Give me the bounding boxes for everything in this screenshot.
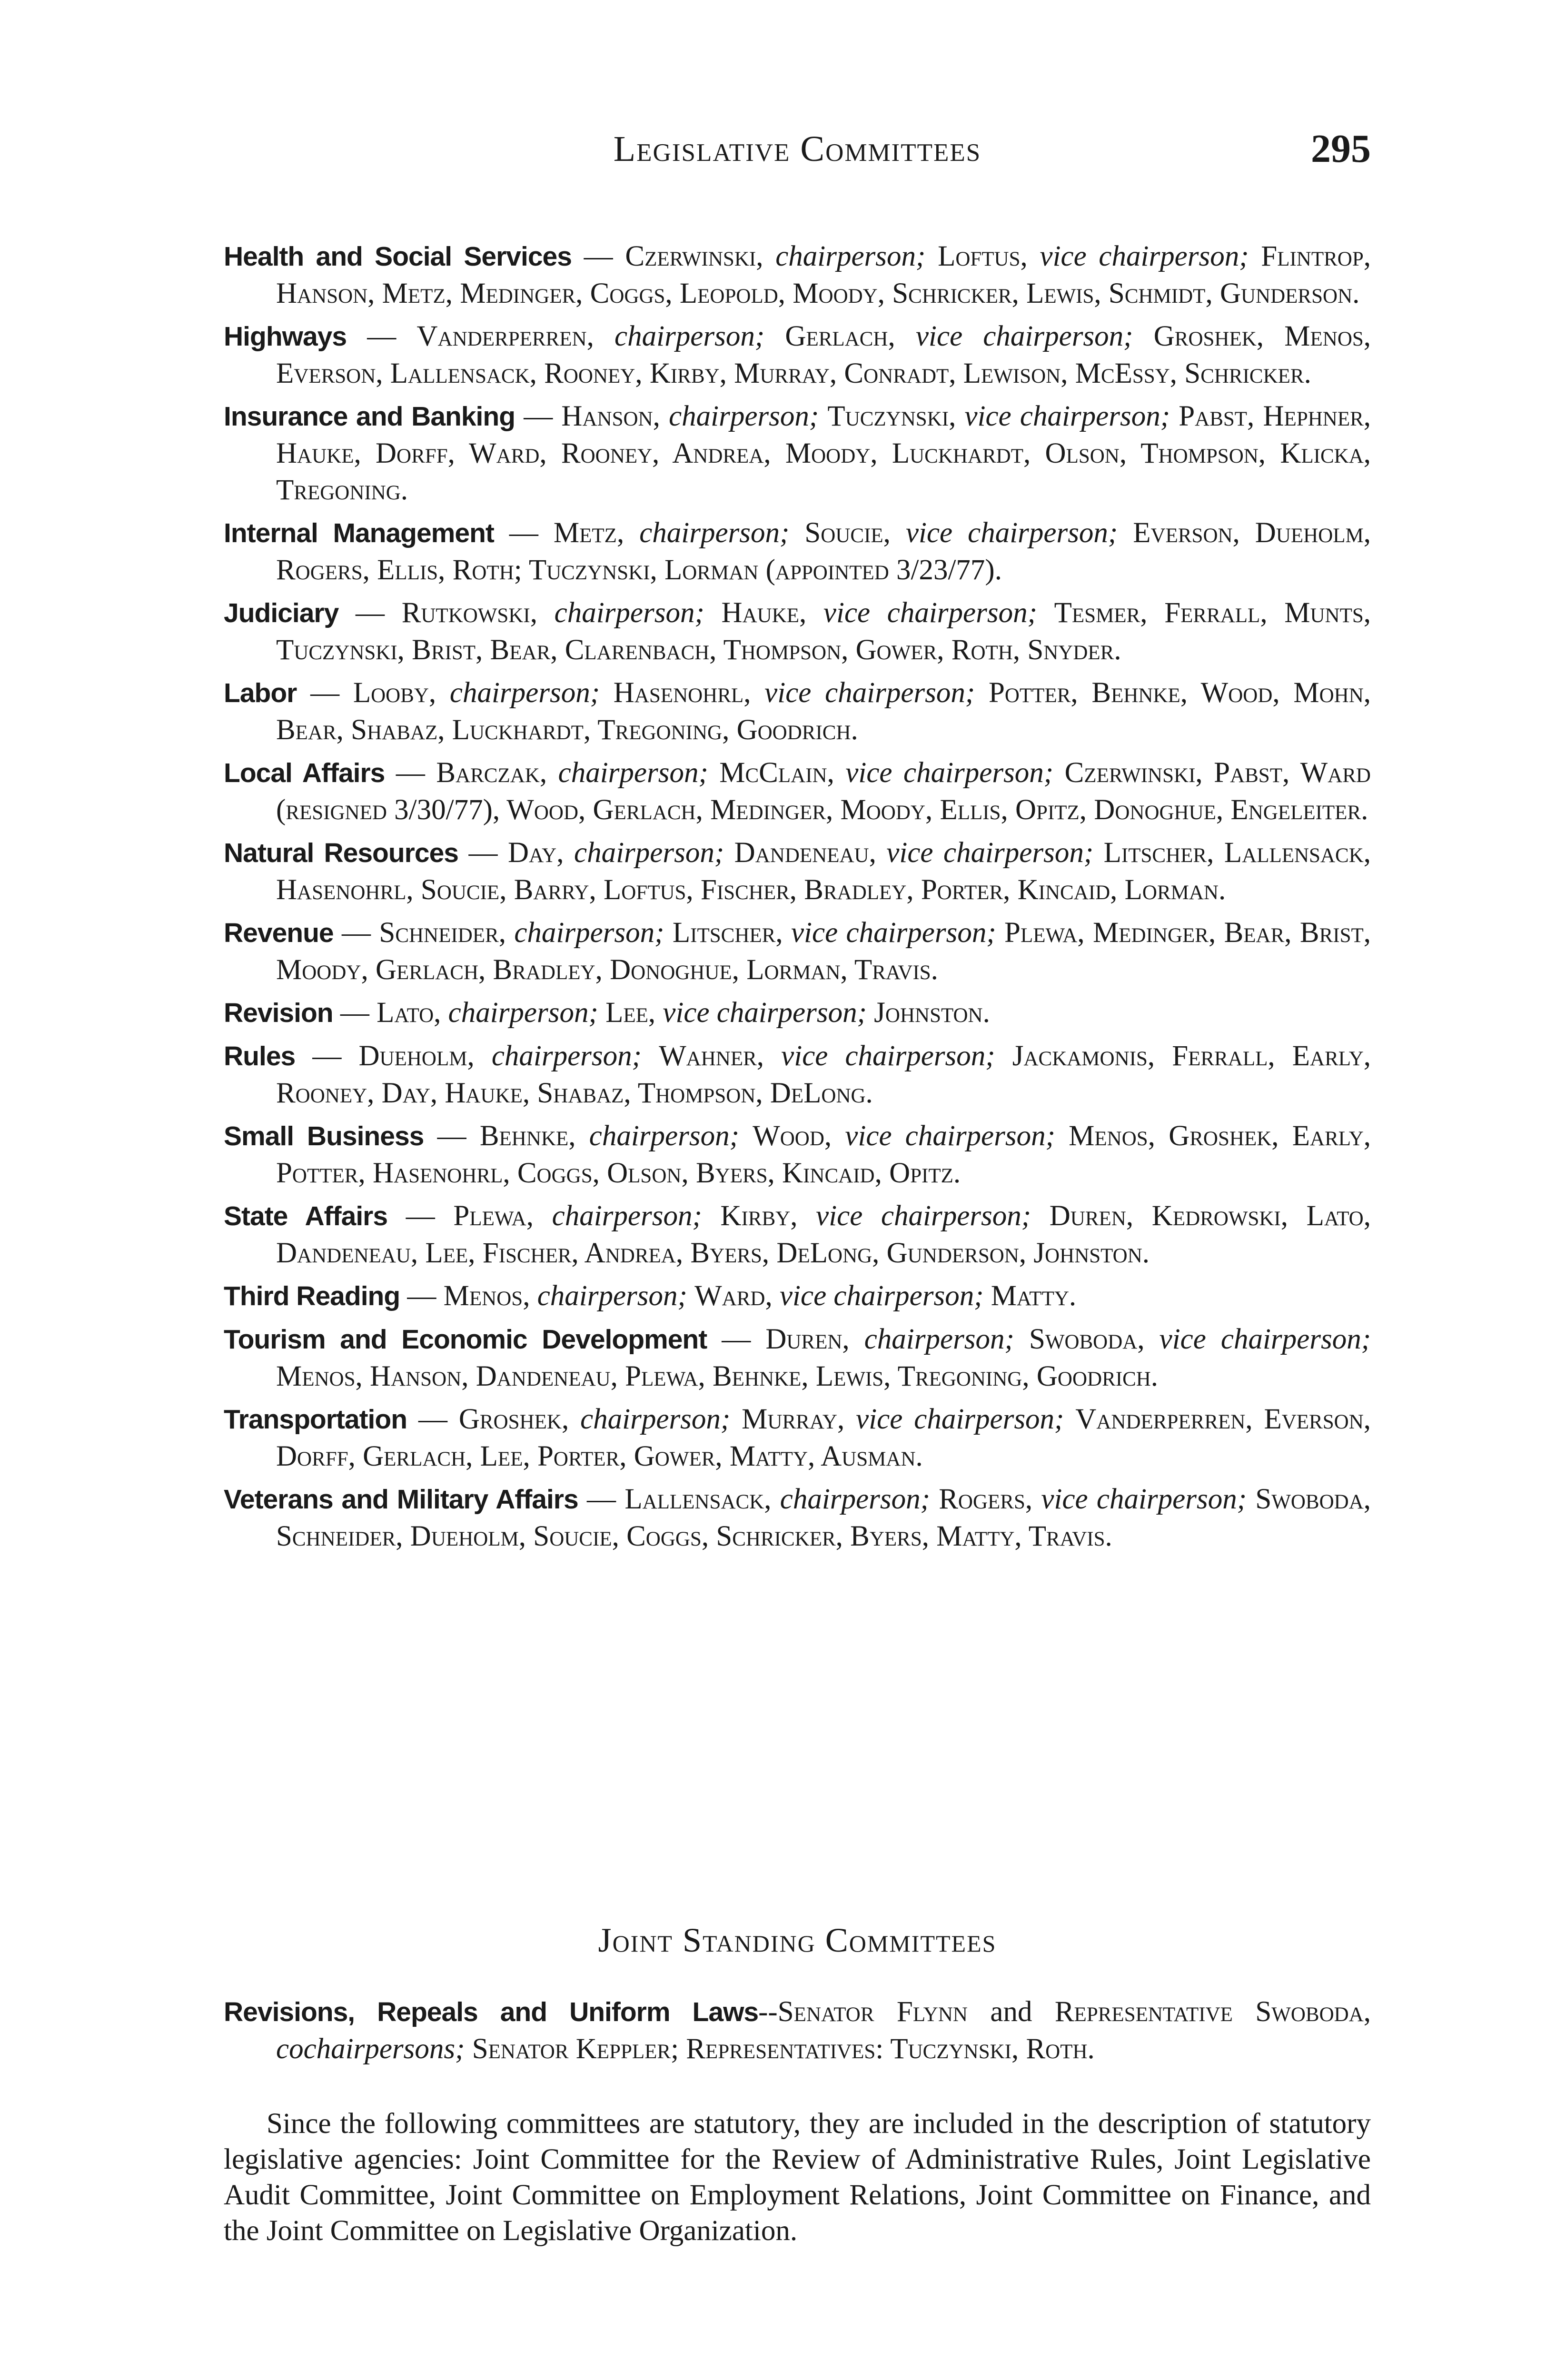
committee-name: Third Reading (224, 1281, 400, 1311)
vice-label: vice chairperson; (886, 837, 1094, 869)
vice-chairperson-name: Hasenohrl (613, 677, 744, 709)
committee-list (224, 238, 1371, 1561)
committee-members: Senator Keppler; Representatives: Tuczynski, Roth. (472, 2033, 1095, 2065)
vice-label: vice chairperson; (791, 917, 996, 949)
chair-label: chairperson; (775, 240, 926, 272)
committee-entry: Small Business — Behnke, chairperson; Wood, vice chairperson; Menos, Groshek, Early, Potter, Hasenohrl, Coggs, Olson, Byers, Kincaid, Opitz. (224, 1120, 1371, 1189)
committee-name: Small Business (224, 1121, 424, 1151)
separator: — (578, 1483, 625, 1515)
committee-members: Pabst, Hephner, Hauke, Dorff, Ward, Rooney, Andrea, Moody, Luckhardt, Olson, Thompson, Klicka, Tregoning. (276, 400, 1371, 506)
committee-name: Highways (224, 321, 347, 352)
vice-label: vice chairperson; (915, 320, 1133, 352)
committee-entry: Veterans and Military Affairs — Lallensack, chairperson; Rogers, vice chairperson; Swoboda, Schneider, Dueholm, Soucie, Coggs, Schricker, Byers, Matty, Travis. (224, 1483, 1371, 1552)
committee-entry: Judiciary — Rutkowski, chairperson; Hauke, vice chairperson; Tesmer, Ferrall, Munts, Tuczynski, Brist, Bear, Clarenbach, Thompson, Gower, Roth, Snyder. (224, 597, 1371, 666)
committee-members: Swoboda, Schneider, Dueholm, Soucie, Coggs, Schricker, Byers, Matty, Travis. (276, 1483, 1371, 1552)
vice-chairperson-name: Lee (605, 997, 648, 1029)
chair-label: chairperson; (448, 997, 598, 1029)
chairperson-name: Menos (443, 1280, 523, 1312)
separator: -- (758, 1996, 778, 2028)
committee-entry: Rules — Dueholm, chairperson; Wahner, vice chairperson; Jackamonis, Ferrall, Early, Rooney, Day, Hauke, Shabaz, Thompson, DeLong. (224, 1040, 1371, 1109)
chairperson-name: Lallensack (624, 1483, 764, 1515)
separator: — (297, 677, 353, 709)
separator: — (424, 1120, 480, 1152)
vice-label: vice chairperson; (1159, 1323, 1371, 1355)
committee-name: Revision (224, 998, 333, 1028)
conjunction: and (967, 1996, 1055, 2028)
vice-label: vice chairperson; (1041, 1483, 1247, 1515)
running-title: Legislative Committees (613, 129, 981, 169)
vice-chairperson-name: Wood (753, 1120, 824, 1152)
vice-label: vice chairperson; (845, 757, 1054, 789)
committee-members: Menos, Hanson, Dandeneau, Plewa, Behnke, Lewis, Tregoning, Goodrich. (276, 1360, 1159, 1392)
chairperson-name: Hanson (561, 400, 653, 432)
committee-members: Czerwinski, Pabst, Ward (resigned 3/30/77), Wood, Gerlach, Medinger, Moody, Ellis, Opitz, Donoghue, Engeleiter. (276, 757, 1371, 826)
chairperson-name: Schneider (379, 917, 499, 949)
cochair-senator: Senator Flynn (777, 1996, 968, 2028)
committee-members: Matty. (991, 1280, 1077, 1312)
chairperson-name: Rutkowski (401, 597, 530, 629)
committee-name: Revenue (224, 918, 334, 948)
committee-name: Judiciary (224, 598, 339, 628)
committee-entry: Labor — Looby, chairperson; Hasenohrl, vice chairperson; Potter, Behnke, Wood, Mohn, Bear, Shabaz, Luckhardt, Tregoning, Goodrich. (224, 677, 1371, 746)
committee-name: Revisions, Repeals and Uniform Laws (224, 1997, 759, 2027)
committee-name: Internal Management (224, 518, 494, 548)
vice-chairperson-name: Swoboda (1029, 1323, 1138, 1355)
committee-entry: Health and Social Services — Czerwinski, chairperson; Loftus, vice chairperson; Flintrop, Hanson, Metz, Medinger, Coggs, Leopold, Moody, Schricker, Lewis, Schmidt, Gunderson. (224, 240, 1371, 309)
separator: — (515, 400, 562, 432)
separator: — (347, 320, 417, 352)
committee-members: Potter, Behnke, Wood, Mohn, Bear, Shabaz, Luckhardt, Tregoning, Goodrich. (276, 677, 1371, 746)
chairperson-name: Plewa (453, 1200, 526, 1232)
vice-chairperson-name: Gerlach (785, 320, 888, 352)
committee-entry: Natural Resources — Day, chairperson; Dandeneau, vice chairperson; Litscher, Lallensack, Hasenohrl, Soucie, Barry, Loftus, Fischer, Bradley, Porter, Kincaid, Lorman. (224, 837, 1371, 906)
vice-label: vice chairperson; (856, 1403, 1064, 1435)
chairperson-name: Groshek (458, 1403, 562, 1435)
separator: — (407, 1403, 459, 1435)
page-number: 295 (1311, 127, 1371, 171)
vice-chairperson-name: Murray (742, 1403, 837, 1435)
committee-name: Natural Resources (224, 838, 458, 868)
chair-label: chairperson; (589, 1120, 739, 1152)
separator: — (400, 1280, 444, 1312)
committee-members: Jackamonis, Ferrall, Early, Rooney, Day, Hauke, Shabaz, Thompson, DeLong. (276, 1040, 1371, 1109)
committee-members: Menos, Groshek, Early, Potter, Hasenohrl, Coggs, Olson, Byers, Kincaid, Opitz. (276, 1120, 1371, 1189)
chairperson-name: Metz (553, 517, 617, 549)
committee-members: Tesmer, Ferrall, Munts, Tuczynski, Brist, Bear, Clarenbach, Thompson, Gower, Roth, Snyder. (276, 597, 1371, 666)
vice-chairperson-name: McClain (719, 757, 827, 789)
committee-entry: Internal Management — Metz, chairperson; Soucie, vice chairperson; Everson, Dueholm, Rogers, Ellis, Roth; Tuczynski, Lorman (appointed 3/23/77). (224, 517, 1371, 586)
separator: — (571, 240, 625, 272)
committee-name: Rules (224, 1041, 296, 1071)
committee-entry: State Affairs — Plewa, chairperson; Kirby, vice chairperson; Duren, Kedrowski, Lato, Dandeneau, Lee, Fischer, Andrea, Byers, DeLong, Gunderson, Johnston. (224, 1200, 1371, 1269)
chair-label: chairperson; (780, 1483, 930, 1515)
committee-name: Local Affairs (224, 758, 385, 788)
chair-label: chairperson; (669, 400, 819, 432)
committee-entry: Transportation — Groshek, chairperson; Murray, vice chairperson; Vanderperren, Everson, Dorff, Gerlach, Lee, Porter, Gower, Matty, Ausman. (224, 1403, 1371, 1472)
committee-entry: Tourism and Economic Development — Duren, chairperson; Swoboda, vice chairperson; Menos, Hanson, Dandeneau, Plewa, Behnke, Lewis, Tregoning, Goodrich. (224, 1323, 1371, 1392)
committee-entry: Highways — Vanderperren, chairperson; Gerlach, vice chairperson; Groshek, Menos, Everson, Lallensack, Rooney, Kirby, Murray, Conradt, Lewison, McEssy, Schricker. (224, 320, 1371, 389)
chair-label: chairperson; (614, 320, 765, 352)
chair-label: chairperson; (574, 837, 724, 869)
vice-chairperson-name: Dandeneau (734, 837, 869, 869)
committee-entry: Revenue — Schneider, chairperson; Litscher, vice chairperson; Plewa, Medinger, Bear, Brist, Moody, Gerlach, Bradley, Donoghue, Lorman, Travis. (224, 917, 1371, 986)
committee-members: Groshek, Menos, Everson, Lallensack, Rooney, Kirby, Murray, Conradt, Lewison, McEssy, Schricker. (276, 320, 1371, 389)
vice-label: vice chairperson; (663, 997, 867, 1029)
chairperson-name: Czerwinski (625, 240, 756, 272)
vice-label: vice chairperson; (781, 1040, 995, 1072)
committee-members: Vanderperren, Everson, Dorff, Gerlach, Lee, Porter, Gower, Matty, Ausman. (276, 1403, 1371, 1472)
committee-members: Litscher, Lallensack, Hasenohrl, Soucie, Barry, Loftus, Fischer, Bradley, Porter, Kincaid, Lorman. (276, 837, 1371, 906)
separator: — (333, 917, 379, 949)
page-header (224, 129, 1371, 181)
separator: — (333, 997, 377, 1029)
committee-name: Transportation (224, 1404, 407, 1435)
committee-members: Duren, Kedrowski, Lato, Dandeneau, Lee, Fischer, Andrea, Byers, DeLong, Gunderson, Johnston. (276, 1200, 1371, 1269)
committee-name: Health and Social Services (224, 241, 572, 272)
committee-name: Tourism and Economic Development (224, 1324, 707, 1355)
chairperson-name: Looby (353, 677, 429, 709)
vice-chairperson-name: Hauke (721, 597, 799, 629)
joint-committee-entry (224, 1993, 1371, 2068)
vice-chairperson-name: Loftus (938, 240, 1021, 272)
vice-chairperson-name: Wahner (659, 1040, 757, 1072)
separator: — (458, 837, 508, 869)
chairperson-name: Dueholm (358, 1040, 467, 1072)
chairperson-name: Behnke (479, 1120, 569, 1152)
chair-label: chairperson; (580, 1403, 731, 1435)
chairperson-name: Lato (377, 997, 434, 1029)
chair-label: chairperson; (491, 1040, 642, 1072)
separator: — (338, 597, 402, 629)
chair-label: chairperson; (558, 757, 708, 789)
separator: — (295, 1040, 359, 1072)
vice-chairperson-name: Soucie (804, 517, 883, 549)
chairperson-name: Vanderperren (416, 320, 587, 352)
chair-label: chairperson; (537, 1280, 687, 1312)
chairperson-name: Day (508, 837, 557, 869)
committee-entry: Insurance and Banking — Hanson, chairperson; Tuczynski, vice chairperson; Pabst, Hephner, Hauke, Dorff, Ward, Rooney, Andrea, Moody, Luckhardt, Olson, Thompson, Klicka, Tregoning. (224, 400, 1371, 506)
statutory-note: Since the following committees are statutory, they are included in the description of statutory legislative agencies: Joint Committee for the Review of Administrative Rules, Joint Legislative Audit Committee, Joint Committee on Employment Relations, Joint Committee on Finance, and the Joint Committee on Legislative Organization. (224, 2108, 1371, 2247)
chairperson-name: Duren (765, 1323, 842, 1355)
vice-label: vice chairperson; (845, 1120, 1055, 1152)
vice-label: vice chairperson; (823, 597, 1037, 629)
separator: — (707, 1323, 766, 1355)
committee-members: Plewa, Medinger, Bear, Brist, Moody, Gerlach, Bradley, Donoghue, Lorman, Travis. (276, 917, 1371, 986)
committee-members: Johnston. (874, 997, 990, 1029)
committee-members: Everson, Dueholm, Rogers, Ellis, Roth; Tuczynski, Lorman (appointed 3/23/77). (276, 517, 1371, 586)
vice-chairperson-name: Ward (694, 1280, 765, 1312)
vice-label: vice chairperson; (779, 1280, 984, 1312)
committee-entry: Local Affairs — Barczak, chairperson; McClain, vice chairperson; Czerwinski, Pabst, Ward (resigned 3/30/77), Wood, Gerlach, Medinger, Moody, Ellis, Opitz, Donoghue, Engeleiter. (224, 757, 1371, 826)
vice-label: vice chairperson; (764, 677, 975, 709)
committee-name: State Affairs (224, 1201, 388, 1231)
committee-name: Labor (224, 678, 297, 708)
committee-entry: Revision — Lato, chairperson; Lee, vice chairperson; Johnston. (224, 997, 990, 1029)
vice-chairperson-name: Litscher (672, 917, 776, 949)
cochair-representative: Representative Swoboda, (1054, 1996, 1371, 2028)
chair-label: chairperson; (864, 1323, 1014, 1355)
chair-label: chairperson; (639, 517, 790, 549)
separator: — (494, 517, 554, 549)
chair-label: chairperson; (552, 1200, 702, 1232)
joint-committees-section (224, 1921, 1371, 2249)
section-heading: Joint Standing Committees (598, 1921, 997, 1959)
vice-chairperson-name: Kirby (720, 1200, 791, 1232)
chair-label: chairperson; (514, 917, 664, 949)
vice-label: vice chairperson; (905, 517, 1118, 549)
vice-label: vice chairperson; (1040, 240, 1249, 272)
chair-label: chairperson; (449, 677, 600, 709)
vice-label: vice chairperson; (964, 400, 1170, 432)
vice-label: vice chairperson; (816, 1200, 1031, 1232)
chair-label: chairperson; (554, 597, 704, 629)
committee-name: Insurance and Banking (224, 401, 515, 432)
separator: — (387, 1200, 454, 1232)
cochair-label: cochairpersons; (276, 2033, 465, 2065)
committee-name: Veterans and Military Affairs (224, 1484, 578, 1515)
vice-chairperson-name: Tuczynski (827, 400, 949, 432)
separator: — (385, 757, 436, 789)
committee-entry: Third Reading — Menos, chairperson; Ward, vice chairperson; Matty. (224, 1280, 1077, 1312)
committee-members: Flintrop, Hanson, Metz, Medinger, Coggs, Leopold, Moody, Schricker, Lewis, Schmidt, Gunderson. (276, 240, 1371, 309)
chairperson-name: Barczak (436, 757, 540, 789)
vice-chairperson-name: Rogers (939, 1483, 1025, 1515)
